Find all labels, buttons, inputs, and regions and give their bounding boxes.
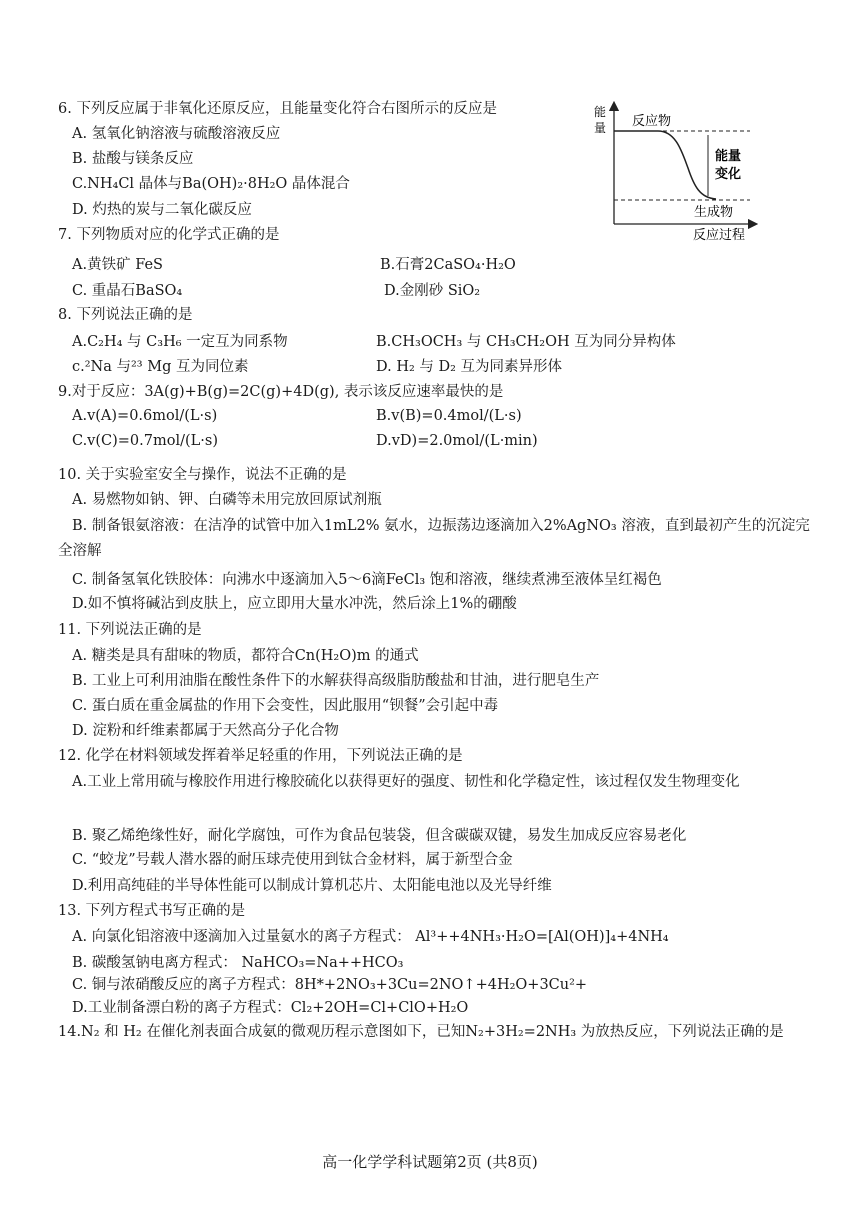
y-label-bottom: 量 xyxy=(594,121,607,135)
energy-change-label-1: 能量 xyxy=(715,149,742,164)
question-11-option-b: B. 工业上可利用油脂在酸性条件下的水解获得高级脂肪酸盐和甘油，进行肥皂生产 xyxy=(72,673,600,689)
energy-diagram xyxy=(588,100,763,248)
question-10-option-c: C. 制备氢氧化铁胶体：向沸水中逐滴加入5～6滴FeCl₃ 饱和溶液，继续煮沸至液体呈红褐色 xyxy=(72,572,662,588)
question-11-stem: 11. 下列说法正确的是 xyxy=(58,622,202,638)
question-8-option-d: D. H₂ 与 D₂ 互为同素异形体 xyxy=(376,359,563,375)
question-8-option-c: c.²Na 与²³ Mg 互为同位素 xyxy=(72,359,249,375)
question-9-stem: 9.对于反应：3A(g)+B(g)=2C(g)+4D(g), 表示该反应速率最快的是 xyxy=(58,384,504,400)
question-13-option-d: D.工业制备漂白粉的离子方程式：Cl₂+2OH=Cl+ClO+H₂O xyxy=(72,1000,469,1016)
question-7-stem: 7. 下列物质对应的化学式正确的是 xyxy=(58,227,280,243)
question-7-option-c: C. 重晶石BaSO₄ xyxy=(72,283,183,299)
question-6-option-d: D. 灼热的炭与二氧化碳反应 xyxy=(72,202,252,218)
question-13-option-a: A. 向氯化铝溶液中逐滴加入过量氨水的离子方程式： Al³++4NH₃·H₂O=[Al(OH)]₄+4NH₄ xyxy=(72,929,669,945)
page-footer: 高一化学学科试题第2页 (共8页) xyxy=(322,1153,538,1171)
question-10-option-d: D.如不慎将碱沾到皮肤上，应立即用大量水冲洗，然后涂上1%的硼酸 xyxy=(72,596,517,612)
energy-change-label-2: 变化 xyxy=(715,167,742,182)
question-6-option-c: C.NH₄Cl 晶体与Ba(OH)₂·8H₂O 晶体混合 xyxy=(72,176,350,192)
question-10-option-b: B. 制备银氨溶液：在洁净的试管中加入1mL2% 氨水，边振荡边逐滴加入2%AgNO₃ 溶液，直到最初产生的沉淀完全溶解 xyxy=(58,518,810,559)
question-7-option-b: B.石膏2CaSO₄·H₂O xyxy=(380,257,516,273)
question-12-option-b: B. 聚乙烯绝缘性好，耐化学腐蚀，可作为食品包装袋，但含碳碳双键，易发生加成反应容易老化 xyxy=(72,828,687,844)
product-label: 生成物 xyxy=(694,205,734,220)
question-14-stem: 14.N₂ 和 H₂ 在催化剂表面合成氨的微观历程示意图如下，已知N₂+3H₂=2NH₃ 为放热反应，下列说法正确的是 xyxy=(58,1024,784,1040)
question-6-stem: 6. 下列反应属于非氧化还原反应，且能量变化符合右图所示的反应是 xyxy=(58,101,497,117)
question-12-option-c: C. “蛟龙”号载人潜水器的耐压球壳使用到钛合金材料，属于新型合金 xyxy=(72,852,513,868)
y-label-top: 能 xyxy=(594,105,607,119)
question-7-option-d: D.金刚砂 SiO₂ xyxy=(384,283,481,299)
question-12-stem: 12. 化学在材料领域发挥着举足轻重的作用，下列说法正确的是 xyxy=(58,748,463,764)
question-9-option-c: C.v(C)=0.7mol/(L·s) xyxy=(72,433,218,449)
question-7-option-a: A.黄铁矿 FeS xyxy=(72,257,163,273)
question-12-option-a: A.工业上常用硫与橡胶作用进行橡胶硫化以获得更好的强度、韧性和化学稳定性，该过程仅发生物理变化 xyxy=(72,774,740,790)
energy-curve xyxy=(614,131,716,199)
question-6-option-b: B. 盐酸与镁条反应 xyxy=(72,151,194,167)
x-axis-label: 反应过程 xyxy=(693,228,746,243)
question-8-option-b: B.CH₃OCH₃ 与 CH₃CH₂OH 互为同分异构体 xyxy=(376,334,676,350)
question-10-option-a: A. 易燃物如钠、钾、白磷等未用完放回原试剂瓶 xyxy=(72,492,382,508)
question-9-option-d: D.vD)=2.0mol/(L·min) xyxy=(376,433,538,449)
question-12-option-d: D.利用高纯硅的半导体性能可以制成计算机芯片、太阳能电池以及光导纤维 xyxy=(72,878,552,894)
question-13-option-c: C. 铜与浓硝酸反应的离子方程式：8H*+2NO₃+3Cu=2NO↑+4H₂O+3Cu²+ xyxy=(72,977,588,993)
question-6-option-a: A. 氢氧化钠溶液与硫酸溶液反应 xyxy=(72,126,281,142)
question-11-option-a: A. 糖类是具有甜味的物质，都符合Cn(H₂O)m 的通式 xyxy=(72,648,419,664)
question-8-stem: 8. 下列说法正确的是 xyxy=(58,307,193,323)
question-10-stem: 10. 关于实验室安全与操作，说法不正确的是 xyxy=(58,467,347,483)
question-13-stem: 13. 下列方程式书写正确的是 xyxy=(58,903,246,919)
question-11-option-d: D. 淀粉和纤维素都属于天然高分子化合物 xyxy=(72,723,339,739)
reactant-label: 反应物 xyxy=(632,114,672,129)
question-13-option-b: B. 碳酸氢钠电离方程式： NaHCO₃=Na++HCO₃ xyxy=(72,955,404,971)
question-11-option-c: C. 蛋白质在重金属盐的作用下会变性，因此服用“钡餐”会引起中毒 xyxy=(72,698,499,714)
question-9-option-b: B.v(B)=0.4mol/(L·s) xyxy=(376,408,522,424)
question-9-option-a: A.v(A)=0.6mol/(L·s) xyxy=(72,408,218,424)
question-8-option-a: A.C₂H₄ 与 C₃H₆ 一定互为同系物 xyxy=(72,334,288,350)
